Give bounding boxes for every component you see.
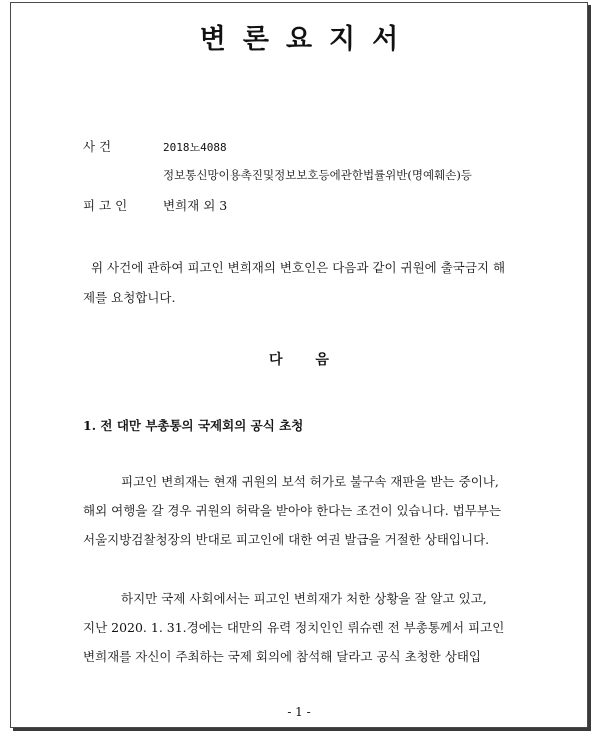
case-number: 2018노4088 xyxy=(163,141,227,154)
intro-line-1: 위 사건에 관하여 피고인 변희재의 변호인은 다음과 같이 귀원에 출국금지 해 xyxy=(91,260,506,275)
page-number: - 1 - xyxy=(287,705,311,719)
section-1-title: 1. 전 대만 부총통의 국제회의 공식 초청 xyxy=(83,418,304,433)
para-1-line-1: 피고인 변희재는 현재 귀원의 보석 허가로 불구속 재판을 받는 중이나, xyxy=(121,474,499,489)
intro-line-2: 제를 요청합니다. xyxy=(83,290,176,305)
para-2-line-3: 변희재를 자신이 주최하는 국제 회의에 참석해 달라고 공식 초청한 상태입 xyxy=(83,649,482,664)
defendant-label: 피 고 인 xyxy=(83,198,128,213)
section-heading: 다 음 xyxy=(269,352,343,368)
para-2-line-2: 지난 2020. 1. 31.경에는 대만의 유력 정치인인 뤼슈렌 전 부총통께서 피고인 xyxy=(83,620,505,635)
document-page xyxy=(10,2,588,728)
para-2-line-1: 하지만 국제 사회에서는 피고인 변희재가 처한 상황을 잘 알고 있고, xyxy=(121,591,487,606)
case-name: 정보통신망이용촉진및정보보호등에관한법률위반(명예훼손)등 xyxy=(163,168,472,182)
case-label: 사 건 xyxy=(83,139,112,154)
para-1-line-2: 해외 여행을 갈 경우 귀원의 허락을 받아야 한다는 조건이 있습니다. 법무부는 xyxy=(83,503,502,518)
para-1-line-3: 서울지방검찰청장의 반대로 피고인에 대한 여권 발급을 거절한 상태입니다. xyxy=(83,532,490,547)
defendant-name: 변희재 외 3 xyxy=(163,198,228,213)
document-title: 변론요지서 xyxy=(199,24,416,55)
